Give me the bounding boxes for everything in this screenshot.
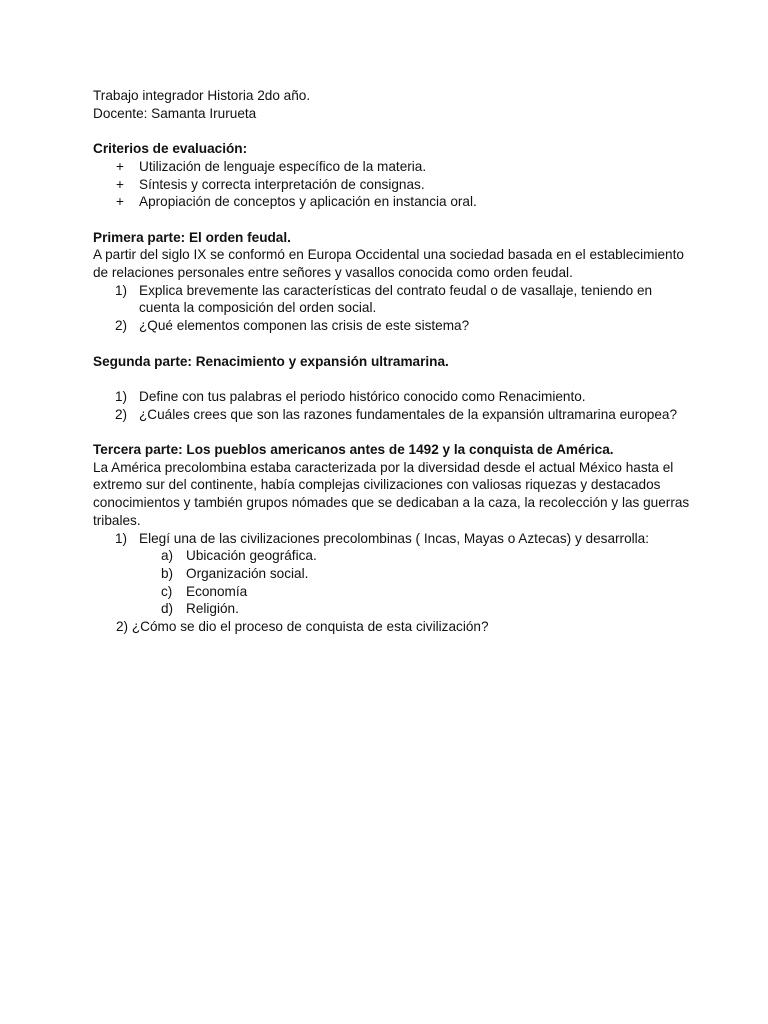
spacer <box>93 211 693 229</box>
question-item <box>93 406 693 424</box>
subitem-text: Organización social. <box>186 565 309 581</box>
criterio-text: Síntesis y correcta interpretación de consignas. <box>139 176 425 192</box>
criterio-text: Apropiación de conceptos y aplicación en instancia oral. <box>139 194 477 210</box>
question-item <box>93 530 693 548</box>
plus-marker: + <box>116 158 124 174</box>
document-body <box>93 87 693 636</box>
question-text: ¿Qué elementos componen las crisis de este sistema? <box>139 318 470 334</box>
parte2-heading: Segunda parte: Renacimiento y expansión ultramarina. <box>93 353 449 369</box>
spacer <box>93 423 693 441</box>
question-item: 2) ¿Cómo se dio el proceso de conquista de esta civilización? <box>116 619 489 635</box>
criterio-item <box>93 176 693 194</box>
question-item <box>93 317 693 335</box>
question-number: 1) <box>115 282 128 298</box>
subitem <box>93 547 693 565</box>
parte3-intro: La América precolombina estaba caracterizada por la diversidad desde el actual México hasta el extremo sur del continente, había complejas civilizaciones con valiosas riquezas y destacados conocimientos y también grupos nómades que se dedicaban a la caza, la recolección y las guerras tribales. <box>93 459 690 528</box>
subitem-text: Economía <box>186 583 248 599</box>
subitem <box>93 600 693 618</box>
document-title: Trabajo integrador Historia 2do año. <box>93 88 311 103</box>
subitem-text: Religión. <box>186 601 239 617</box>
subitem-text: Ubicación geográfica. <box>186 548 317 564</box>
question-item <box>93 388 693 406</box>
subitem-letter: b) <box>161 565 174 581</box>
question-number: 2) <box>115 318 128 334</box>
criterio-text: Utilización de lenguaje específico de la materia. <box>139 158 427 174</box>
subitem <box>93 583 693 601</box>
question-text: Explica brevemente las características del contrato feudal o de vasallaje, teniendo en cuenta la composición del orden social. <box>139 282 653 316</box>
spacer <box>93 122 693 140</box>
spacer <box>93 370 693 388</box>
criterio-item <box>93 158 693 176</box>
question-text: Elegí una de las civilizaciones precolombinas ( Incas, Mayas o Aztecas) y desarrolla: <box>139 530 650 546</box>
subitem-letter: d) <box>161 601 174 617</box>
subitem-letter: c) <box>161 583 173 599</box>
spacer <box>93 335 693 353</box>
question-number: 2) <box>115 406 128 422</box>
plus-marker: + <box>116 194 124 210</box>
question-item <box>93 282 693 317</box>
criterio-item <box>93 193 693 211</box>
question-text: Define con tus palabras el periodo histórico conocido como Renacimiento. <box>139 388 586 404</box>
question-text: ¿Cuáles crees que son las razones fundamentales de la expansión ultramarina europea? <box>139 406 678 422</box>
question-number: 1) <box>115 530 128 546</box>
parte3-heading: Tercera parte: Los pueblos americanos antes de 1492 y la conquista de América. <box>93 441 614 457</box>
subitem-letter: a) <box>161 548 174 564</box>
parte1-intro: A partir del siglo IX se conformó en Europa Occidental una sociedad basada en el establecimiento de relaciones personales entre señores y vasallos conocida como orden feudal. <box>93 247 684 280</box>
teacher-line: Docente: Samanta Irurueta <box>93 105 257 121</box>
question-number: 1) <box>115 388 128 404</box>
plus-marker: + <box>116 176 124 192</box>
criterios-heading: Criterios de evaluación: <box>93 141 248 157</box>
parte1-heading: Primera parte: El orden feudal. <box>93 229 291 245</box>
subitem <box>93 565 693 583</box>
